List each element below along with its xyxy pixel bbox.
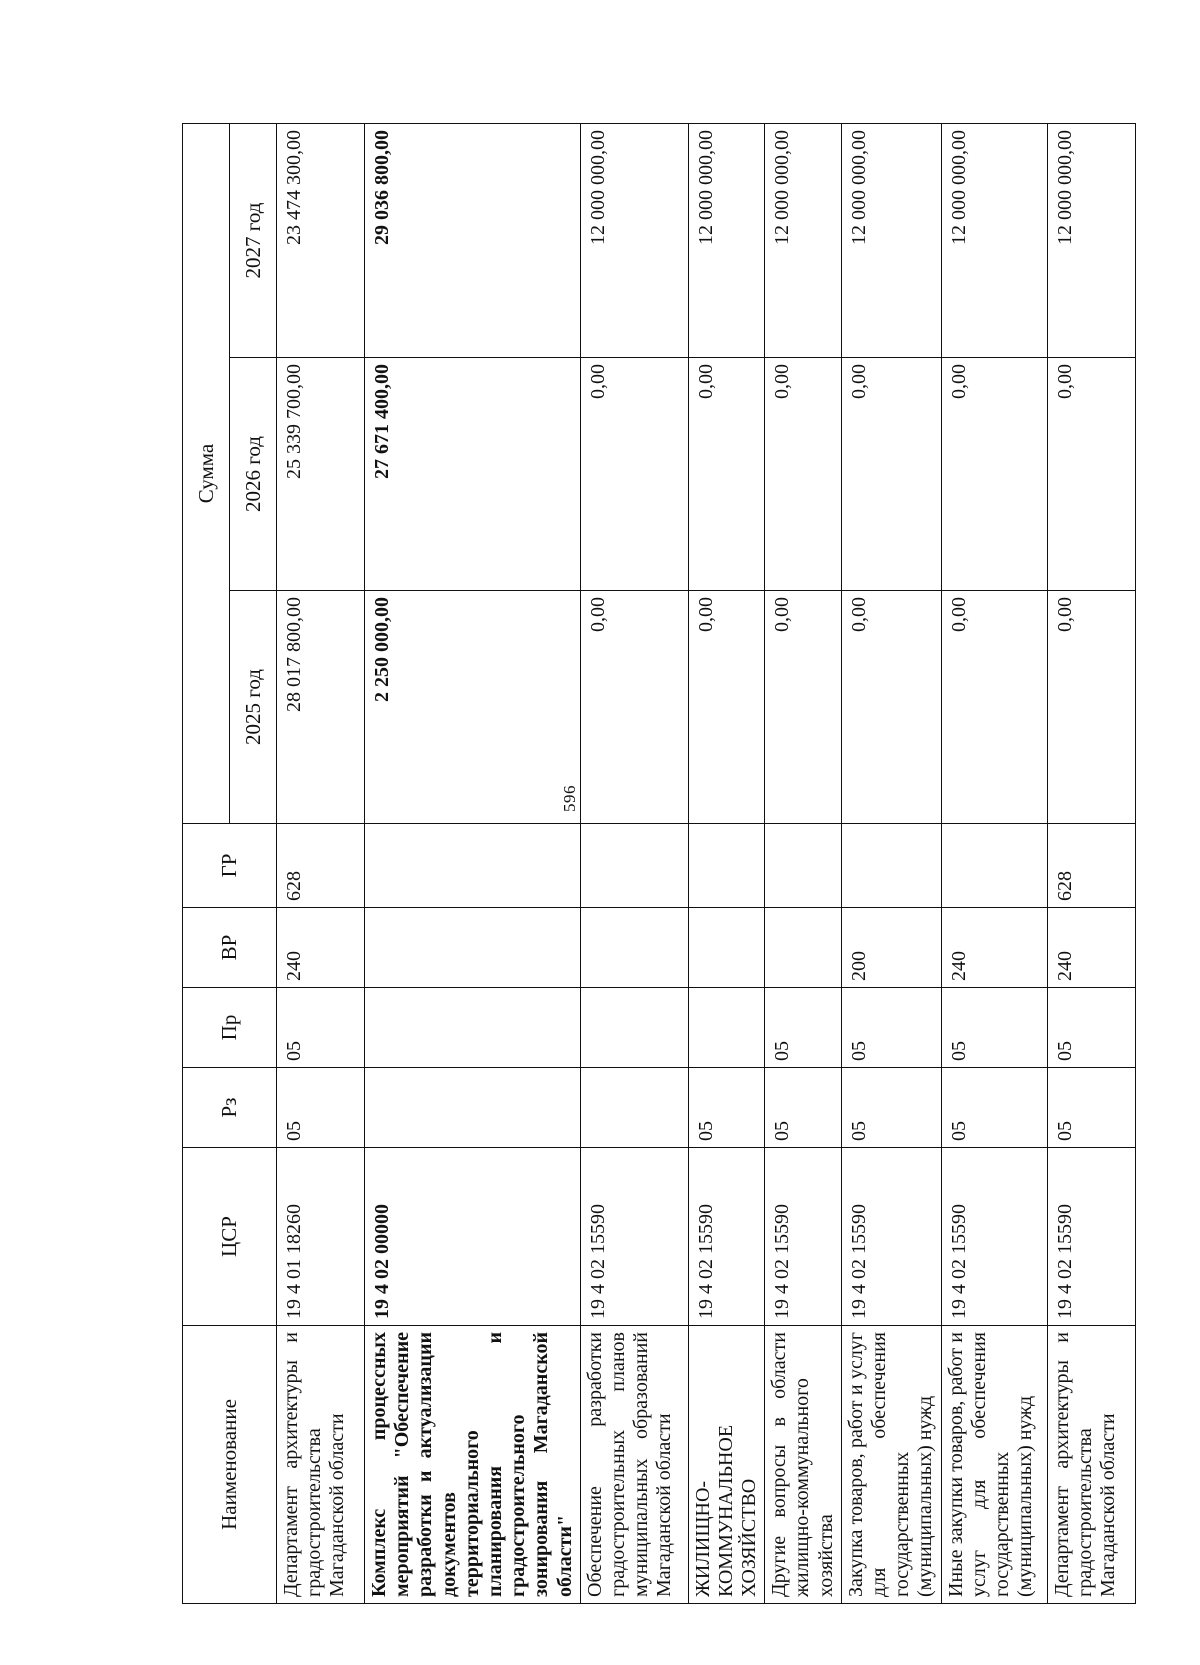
header-rz: Рз <box>183 1068 277 1148</box>
cell-gr <box>941 824 1047 908</box>
cell-sum-2026: 0,00 <box>688 358 765 591</box>
cell-gr <box>765 824 842 908</box>
cell-vr: 240 <box>941 908 1047 988</box>
cell-pr: 05 <box>1047 988 1135 1068</box>
cell-rz <box>365 1068 581 1148</box>
cell-sum-2027: 12 000 000,00 <box>841 124 941 358</box>
cell-sum-2026: 0,00 <box>841 358 941 591</box>
cell-vr <box>688 908 765 988</box>
cell-sum-2026: 27 671 400,00 <box>365 358 581 591</box>
cell-pr <box>580 988 688 1068</box>
cell-pr: 05 <box>841 988 941 1068</box>
cell-vr: 240 <box>277 908 365 988</box>
cell-pr: 05 <box>277 988 365 1068</box>
cell-vr: 240 <box>1047 908 1135 988</box>
header-year-2026: 2026 год <box>230 358 277 591</box>
cell-name: Иные закупки товаров, работ и услуг для обеспечения государственных (муниципальных) нужд <box>941 1326 1047 1604</box>
cell-csr: 19 4 02 15590 <box>1047 1148 1135 1326</box>
cell-sum-2027: 12 000 000,00 <box>580 124 688 358</box>
table-row <box>765 124 842 1604</box>
cell-vr <box>765 908 842 988</box>
cell-sum-2025: 0,00 <box>688 591 765 824</box>
table-row <box>941 124 1047 1604</box>
cell-gr: 628 <box>1047 824 1135 908</box>
cell-sum-2025: 0,00 <box>765 591 842 824</box>
header-year-2025: 2025 год <box>230 591 277 824</box>
cell-sum-2026: 0,00 <box>765 358 842 591</box>
cell-name: Комплекс процессных мероприятий "Обеспечение разработки и актуализации документов территориального планирования и градостроительного зонирования Магаданской области" <box>365 1326 581 1604</box>
table-body <box>277 124 1136 1604</box>
cell-vr: 200 <box>841 908 941 988</box>
table-row <box>365 124 581 1604</box>
page-number: 596 <box>560 785 579 812</box>
cell-csr: 19 4 02 00000 <box>365 1148 581 1326</box>
cell-name: Закупка товаров, работ и услуг для обеспечения государственных (муниципальных) нужд <box>841 1326 941 1604</box>
cell-rz: 05 <box>765 1068 842 1148</box>
table-row <box>277 124 365 1604</box>
cell-sum-2025: 0,00 <box>941 591 1047 824</box>
cell-pr <box>688 988 765 1068</box>
cell-sum-2025: 0,00 <box>1047 591 1135 824</box>
cell-name: Другие вопросы в области жилищно-коммунального хозяйства <box>765 1326 842 1604</box>
cell-gr <box>365 824 581 908</box>
cell-csr: 19 4 02 15590 <box>580 1148 688 1326</box>
cell-sum-2027: 12 000 000,00 <box>941 124 1047 358</box>
cell-sum-2026: 0,00 <box>941 358 1047 591</box>
header-pr: Пр <box>183 988 277 1068</box>
cell-name: Департамент архитектуры и градостроительства Магаданской области <box>277 1326 365 1604</box>
header-gr: ГР <box>183 824 277 908</box>
cell-rz: 05 <box>688 1068 765 1148</box>
cell-csr: 19 4 02 15590 <box>688 1148 765 1326</box>
header-csr: ЦСР <box>183 1148 277 1326</box>
cell-rz <box>580 1068 688 1148</box>
cell-gr <box>688 824 765 908</box>
cell-csr: 19 4 01 18260 <box>277 1148 365 1326</box>
cell-csr: 19 4 02 15590 <box>765 1148 842 1326</box>
cell-name: ЖИЛИЩНО-КОММУНАЛЬНОЕ ХОЗЯЙСТВО <box>688 1326 765 1604</box>
cell-sum-2025: 0,00 <box>580 591 688 824</box>
header-name: Наименование <box>183 1326 277 1604</box>
cell-pr <box>365 988 581 1068</box>
cell-sum-2026: 0,00 <box>1047 358 1135 591</box>
budget-table-rotated <box>182 124 1119 1604</box>
cell-csr: 19 4 02 15590 <box>841 1148 941 1326</box>
header-vr: ВР <box>183 908 277 988</box>
cell-rz: 05 <box>941 1068 1047 1148</box>
cell-name: Департамент архитектуры и градостроительства Магаданской области <box>1047 1326 1135 1604</box>
cell-pr: 05 <box>941 988 1047 1068</box>
budget-table <box>182 123 1136 1604</box>
table-row <box>1047 124 1135 1604</box>
cell-csr: 19 4 02 15590 <box>941 1148 1047 1326</box>
cell-vr <box>365 908 581 988</box>
cell-sum-2027: 12 000 000,00 <box>1047 124 1135 358</box>
table-row <box>841 124 941 1604</box>
table-row <box>580 124 688 1604</box>
cell-pr: 05 <box>765 988 842 1068</box>
cell-rz: 05 <box>1047 1068 1135 1148</box>
cell-sum-2025: 2 250 000,00 <box>365 591 581 824</box>
cell-vr <box>580 908 688 988</box>
cell-sum-2027: 12 000 000,00 <box>765 124 842 358</box>
header-sum: Сумма <box>183 124 230 824</box>
table-row <box>688 124 765 1604</box>
cell-sum-2027: 12 000 000,00 <box>688 124 765 358</box>
cell-gr: 628 <box>277 824 365 908</box>
cell-sum-2026: 25 339 700,00 <box>277 358 365 591</box>
cell-rz: 05 <box>841 1068 941 1148</box>
cell-rz: 05 <box>277 1068 365 1148</box>
cell-sum-2027: 23 474 300,00 <box>277 124 365 358</box>
cell-sum-2025: 0,00 <box>841 591 941 824</box>
cell-gr <box>580 824 688 908</box>
cell-name: Обеспечение разработки градостроительных планов муниципальных образований Магаданской области <box>580 1326 688 1604</box>
cell-gr <box>841 824 941 908</box>
cell-sum-2025: 28 017 800,00 <box>277 591 365 824</box>
cell-sum-2026: 0,00 <box>580 358 688 591</box>
header-year-2027: 2027 год <box>230 124 277 358</box>
cell-sum-2027: 29 036 800,00 <box>365 124 581 358</box>
